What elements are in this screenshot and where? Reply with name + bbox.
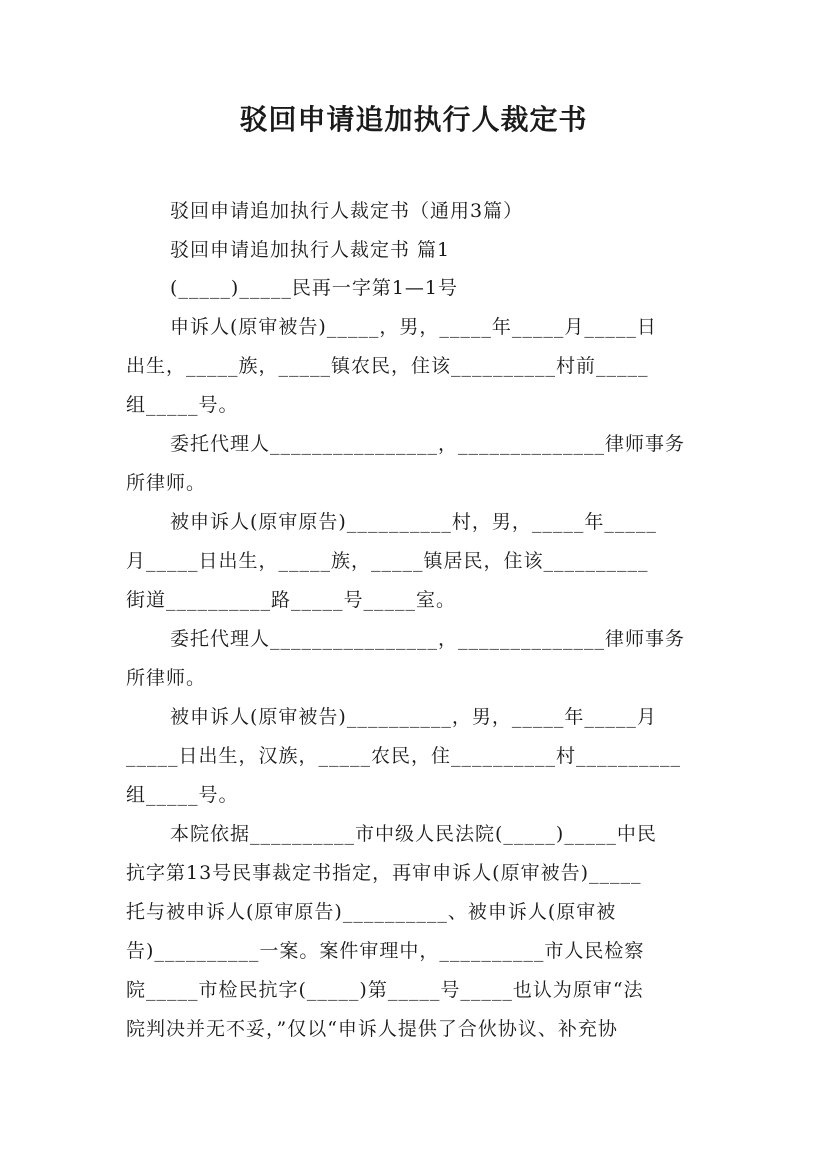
paragraph-line: 所律师。: [126, 472, 207, 494]
paragraph-line: 告)__________一案。案件审理中，__________市人民检察: [126, 940, 645, 962]
document-title: 驳回申请追加执行人裁定书: [239, 103, 588, 136]
paragraph-line: 出生，_____族，_____镇农民，住该__________村前_____: [126, 355, 649, 377]
paragraph-line: 所律师。: [126, 667, 207, 689]
paragraph-line: 抗字第13号民事裁定书指定，再审申诉人(原审被告)_____: [126, 862, 642, 884]
case-number-line: (_____)_____民再一字第1—1号: [170, 277, 459, 299]
paragraph-line: 委托代理人________________，______________律师事务: [170, 433, 686, 455]
paragraph-line: 被申诉人(原审被告)__________，男，_____年_____月: [170, 706, 657, 728]
paragraph-line: 院判决并无不妥，”仅以“申诉人提供了合伙协议、补充协: [126, 1018, 618, 1040]
paragraph-line: 申诉人(原审被告)_____，男，_____年_____月_____日: [170, 316, 657, 338]
paragraph-line: _____日出生，汉族，_____农民，住__________村__________: [126, 745, 682, 767]
paragraph-line: 本院依据__________市中级人民法院(_____)_____中民: [170, 823, 657, 845]
paragraph-line: 组_____号。: [126, 784, 239, 806]
paragraph-line: 被申诉人(原审原告)__________村，男，_____年_____: [170, 511, 657, 533]
paragraph-line: 委托代理人________________，______________律师事务: [170, 628, 686, 650]
subtitle-line: 驳回申请追加执行人裁定书（通用3篇）: [170, 200, 524, 222]
paragraph-line: 街道__________路_____号_____室。: [126, 589, 457, 611]
paragraph-line: 月_____日出生，_____族，_____镇居民，住该__________: [126, 550, 649, 572]
paragraph-line: 托与被申诉人(原审原告)__________、被申诉人(原审被: [126, 901, 617, 923]
paragraph-line: 组_____号。: [126, 394, 239, 416]
section-heading: 驳回申请追加执行人裁定书 篇1: [170, 239, 451, 261]
paragraph-line: 院_____市检民抗字(_____)第_____号_____也认为原审“法: [126, 979, 644, 1001]
